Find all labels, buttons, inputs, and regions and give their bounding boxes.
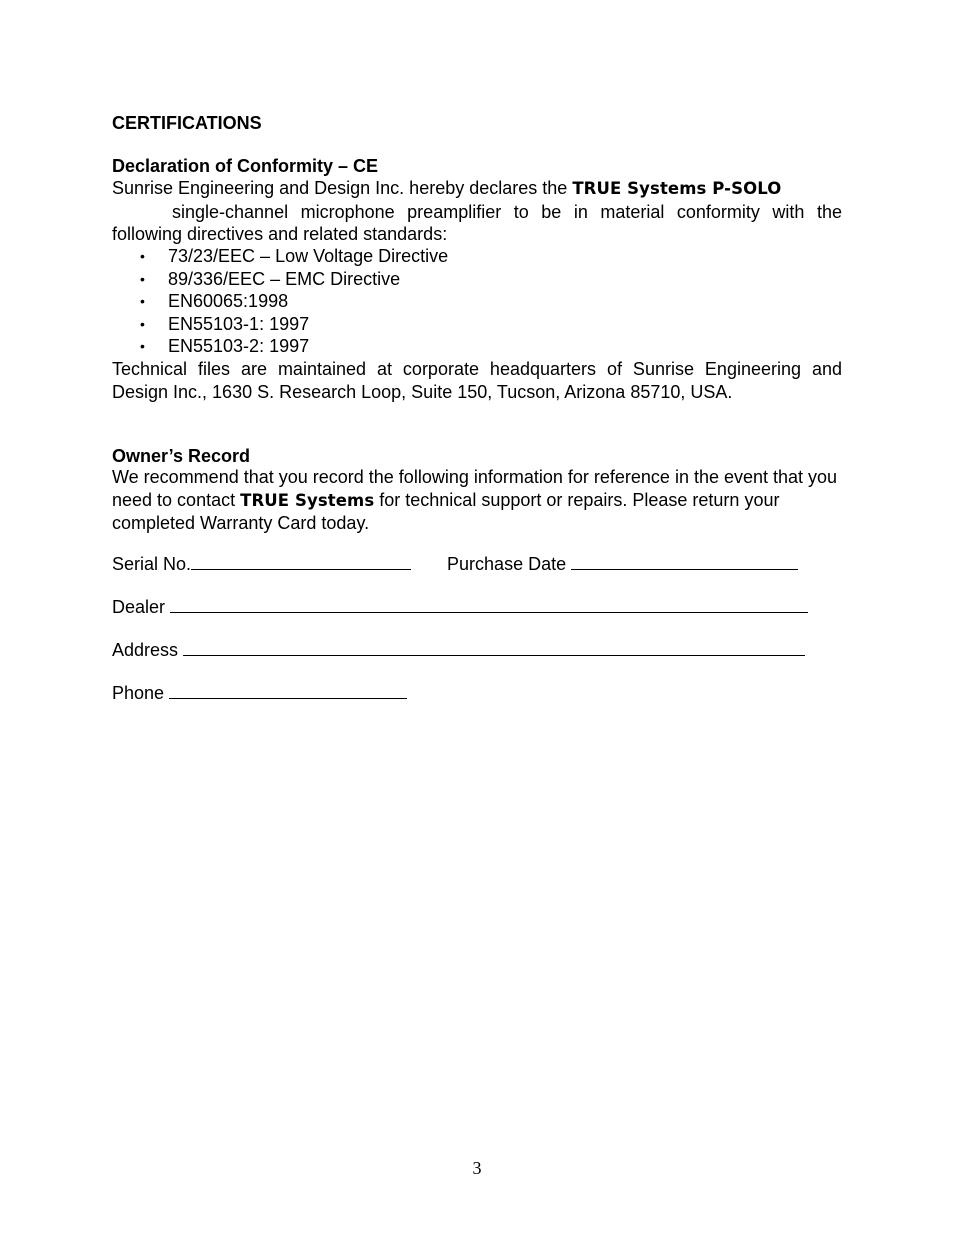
address-label: Address <box>112 640 179 660</box>
phone-row <box>112 682 407 704</box>
declaration-intro-continued: single-channel microphone preamplifier to be in material conformity with the following directives and related standards: <box>112 201 842 244</box>
declaration-intro-text: Sunrise Engineering and Design Inc. hereby declares the <box>112 178 568 198</box>
owners-record-text: We recommend that you record the following information for reference in the event that you need to contact <box>112 467 838 510</box>
technical-files-paragraph: Technical files are maintained at corporate headquarters of Sunrise Engineering and Design Inc., 1630 S. Research Loop, Suite 150, Tucson, Arizona 85710, USA. <box>112 359 842 402</box>
serial-purchase-row <box>112 553 798 575</box>
list-item: • 89/336/EEC – EMC Directive <box>140 268 401 289</box>
bullet-icon: • <box>140 338 145 354</box>
phone-field[interactable] <box>169 682 407 699</box>
section-title: CERTIFICATIONS <box>112 113 262 133</box>
owners-record-text-continued: for technical support or repairs. Please return your completed Warranty Card today. <box>112 489 780 533</box>
dealer-row <box>112 596 808 618</box>
phone-label: Phone <box>112 683 165 703</box>
address-row <box>112 639 805 661</box>
bullet-icon: • <box>140 293 145 309</box>
declaration-intro <box>112 177 842 246</box>
serial-label: Serial No. <box>112 554 192 574</box>
list-item: • 73/23/EEC – Low Voltage Directive <box>140 246 449 266</box>
bullet-icon: • <box>140 315 145 332</box>
purchase-date-field[interactable] <box>571 553 798 570</box>
purchase-date-label: Purchase Date <box>447 554 567 574</box>
owners-record-heading: Owner’s Record <box>112 446 251 466</box>
list-item: • EN60065:1998 <box>140 291 289 311</box>
serial-number-field[interactable] <box>191 553 411 570</box>
dealer-label: Dealer <box>112 597 166 617</box>
dealer-field[interactable] <box>170 596 808 613</box>
declaration-heading: Declaration of Conformity – CE <box>112 156 379 176</box>
list-item: • EN55103-1: 1997 <box>140 313 310 334</box>
bullet-icon: • <box>140 270 145 287</box>
brand-logo-p-solo: TRUE Systems P-SOLO <box>572 179 782 198</box>
list-item: • EN55103-2: 1997 <box>140 336 310 356</box>
directives-list <box>112 245 842 358</box>
bullet-icon: • <box>140 248 145 264</box>
address-field[interactable] <box>183 639 805 656</box>
owners-record-paragraph <box>112 466 842 535</box>
brand-logo-true-systems: TRUE Systems <box>240 490 375 510</box>
page-number: 3 <box>472 1158 482 1178</box>
